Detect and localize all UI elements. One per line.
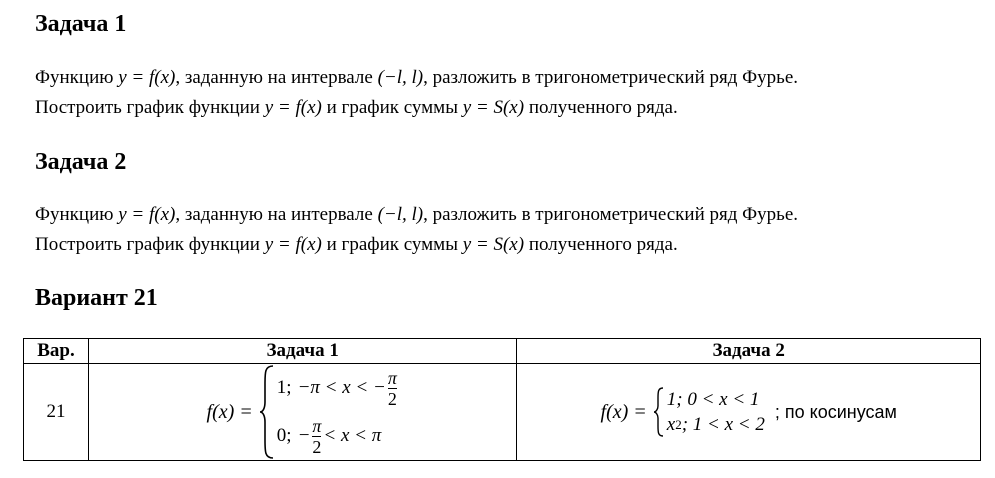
cell-task1 xyxy=(88,364,516,461)
task1-func: y = f(x) xyxy=(118,67,176,88)
task1-title: Задача 1 xyxy=(35,11,127,37)
table-header-row xyxy=(24,339,981,364)
task1-piecewise-function xyxy=(207,364,399,460)
task1-lhs: f(x) = xyxy=(206,400,253,423)
cell-var: 21 xyxy=(24,364,89,461)
left-brace-icon xyxy=(259,364,275,460)
task2-interval: (−l, l) xyxy=(377,204,424,225)
task1-line1: Функцию y = f(x), заданную на интервале (−l, l), разложить в тригонометрический ряд Фурье. xyxy=(35,67,799,88)
task1-case2: 0; − $\frac{\pi}{2}$ < x < π xyxy=(276,415,382,457)
variant-table xyxy=(23,338,981,461)
task1-case1: 1; −π < x < − $\frac{\pi}{2}$ xyxy=(276,367,397,409)
header-task2: Задача 2 xyxy=(517,339,981,364)
task2-sum: y = S(x) xyxy=(462,234,525,255)
task2-func: y = f(x) xyxy=(118,204,176,225)
cell-task2 xyxy=(517,364,981,461)
task1-interval: (−l, l) xyxy=(377,67,424,88)
task2-piecewise-function xyxy=(601,386,897,438)
variant-title: Вариант 21 xyxy=(35,285,158,311)
header-task1: Задача 1 xyxy=(88,339,516,364)
task2-case1: 1; 0 < x < 1 xyxy=(666,388,760,410)
table-row xyxy=(24,364,981,461)
task2-line2: Построить график функции y = f(x) и график суммы y = S(x) полученного ряда. xyxy=(35,234,678,255)
header-var: Вар. xyxy=(24,339,89,364)
task2-lhs: f(x) = xyxy=(600,400,647,423)
task1-line2: Построить график функции y = f(x) и график суммы y = S(x) полученного ряда. xyxy=(35,97,678,118)
task2-case2: x 2 ; 1 < x < 2 xyxy=(666,413,765,435)
task1-sum: y = S(x) xyxy=(462,97,525,118)
task2-title: Задача 2 xyxy=(35,149,127,175)
task2-line1: Функцию y = f(x), заданную на интервале (−l, l), разложить в тригонометрический ряд Фурье. xyxy=(35,204,799,225)
fraction-pi-over-2: $\frac{\pi}{2}$ xyxy=(312,415,322,457)
task2-suffix: ; по косинусам xyxy=(774,401,897,422)
left-brace-icon xyxy=(653,386,665,438)
fraction-pi-over-2: $\frac{\pi}{2}$ xyxy=(387,367,397,409)
